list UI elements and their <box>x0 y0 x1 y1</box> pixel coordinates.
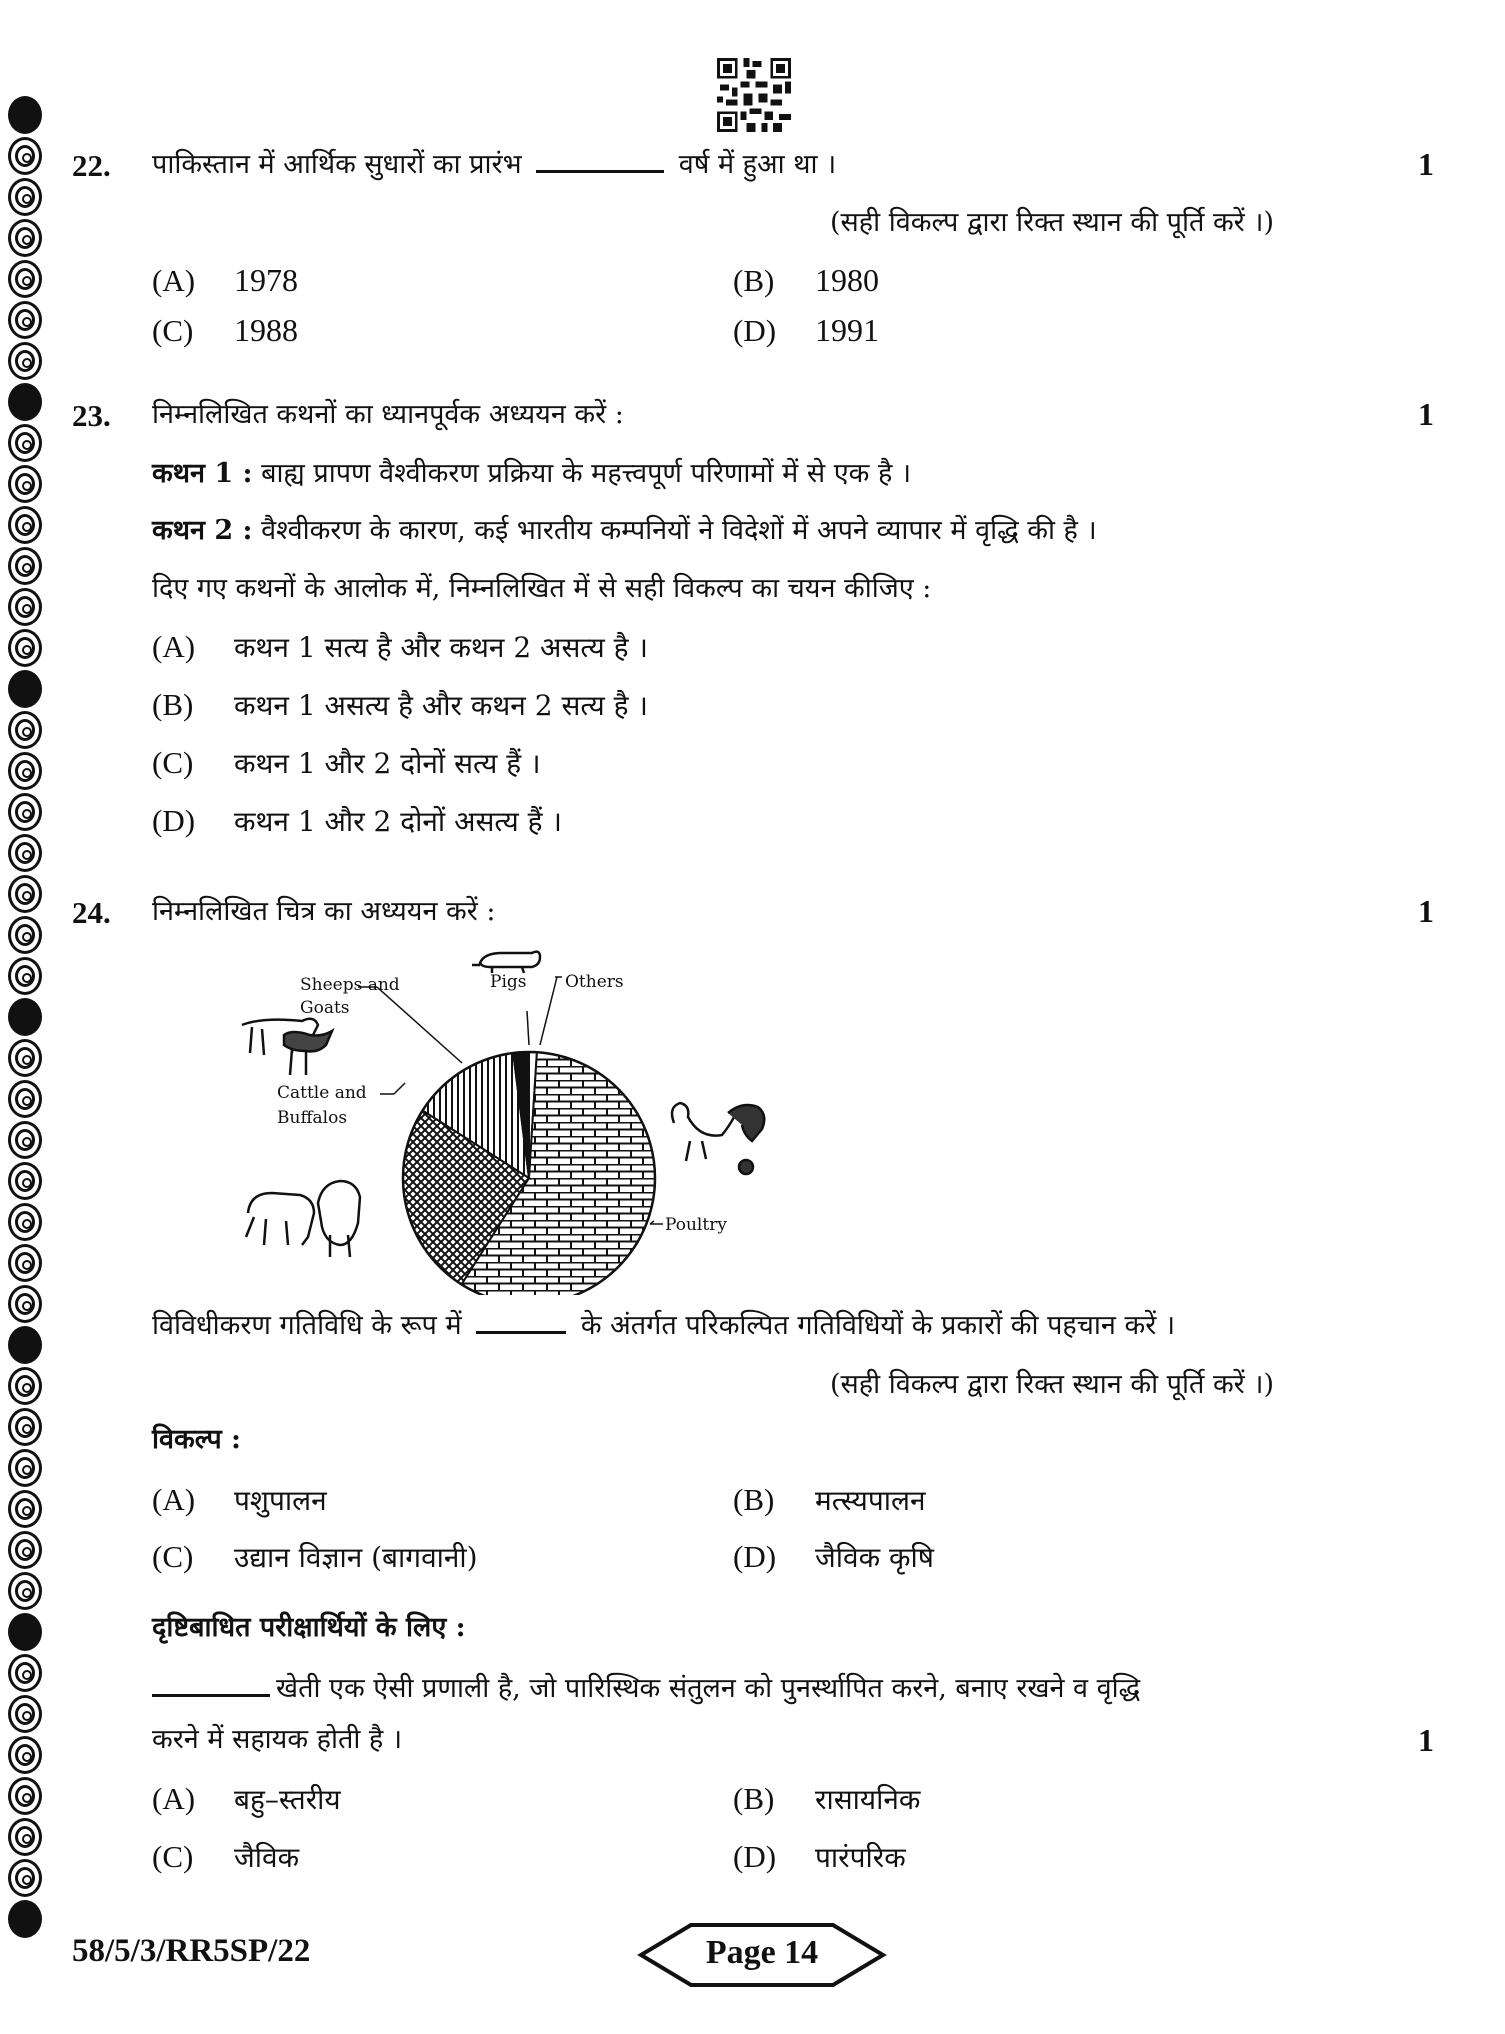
filled-circle-icon <box>8 998 42 1036</box>
ring-circle-icon <box>8 1449 42 1487</box>
ring-circle-icon <box>8 219 42 257</box>
vi-text: खेती एक ऐसी प्रणाली है, जो पारिस्थिक संतुलन को पुनर्स्थापित करने, बनाए रखने व वृद्धि <box>276 1673 1141 1704</box>
options-heading: विकल्प : <box>152 1424 242 1455</box>
instruction-text: दिए गए कथनों के आलोक में, निम्नलिखित में से सही विकल्प का चयन कीजिए : <box>152 573 932 604</box>
page-number: Page 14 <box>705 1934 819 1971</box>
option-value: कथन 1 और 2 दोनों असत्य हैं । <box>234 805 563 838</box>
vi-text-line1 <box>152 1672 1140 1706</box>
vi-option-d <box>733 1838 906 1876</box>
statement-1 <box>152 457 911 491</box>
vi-heading: दृष्टिबाधित परीक्षार्थियों के लिए : <box>152 1612 466 1643</box>
statement-label: कथन 1 : <box>152 458 253 489</box>
ring-circle-icon <box>8 547 42 585</box>
option-b <box>733 1481 926 1519</box>
ring-circle-icon <box>8 1408 42 1446</box>
option-label: (D) <box>152 803 196 838</box>
option-b <box>733 262 879 299</box>
option-a <box>152 1481 327 1519</box>
fill-blank <box>152 1688 270 1697</box>
option-label: (A) <box>152 263 196 298</box>
option-a <box>152 628 648 666</box>
option-label: (A) <box>152 1482 196 1517</box>
option-value: कथन 1 असत्य है और कथन 2 सत्य है । <box>234 689 649 722</box>
ring-circle-icon <box>8 834 42 872</box>
option-label: (C) <box>152 313 194 348</box>
option-label: (B) <box>733 1781 775 1816</box>
option-label: (B) <box>152 687 194 722</box>
label-sheeps: Sheeps and <box>300 975 400 995</box>
ring-circle-icon <box>8 711 42 749</box>
label-others: Others <box>565 972 624 992</box>
ring-circle-icon <box>8 1572 42 1610</box>
ring-circle-icon <box>8 1039 42 1077</box>
sentence-after: के अंतर्गत परिकल्पित गतिविधियों के प्रकारों की पहचान करें । <box>580 1310 1176 1341</box>
pig-icon <box>472 952 540 973</box>
option-a <box>152 262 298 299</box>
vi-option-b <box>733 1780 920 1818</box>
ring-circle-icon <box>8 1121 42 1159</box>
ring-circle-icon <box>8 1080 42 1118</box>
option-value: 1978 <box>234 262 298 298</box>
statement-2 <box>152 514 1097 548</box>
ring-circle-icon <box>8 1203 42 1241</box>
ring-circle-icon <box>8 916 42 954</box>
ring-circle-icon <box>8 424 42 462</box>
option-label: (C) <box>152 745 194 780</box>
ring-circle-icon <box>8 793 42 831</box>
ring-circle-icon <box>8 506 42 544</box>
paper-code: 58/5/3/RR5SP/22 <box>72 1933 311 1969</box>
ring-circle-icon <box>8 1162 42 1200</box>
option-value: कथन 1 और 2 दोनों सत्य हैं । <box>234 747 541 780</box>
ring-circle-icon <box>8 465 42 503</box>
page-number-badge <box>637 1922 887 1988</box>
option-b <box>152 686 648 724</box>
option-label: (C) <box>152 1539 194 1574</box>
option-value: पारंपरिक <box>815 1841 906 1874</box>
option-label: (A) <box>152 1781 196 1816</box>
ring-circle-icon <box>8 1654 42 1692</box>
option-value: 1991 <box>815 312 879 348</box>
cattle-buffalo-icon <box>246 1181 360 1257</box>
hint-text: (सही विकल्प द्वारा रिक्त स्थान की पूर्ति करें ।) <box>830 207 1275 238</box>
option-d <box>152 802 562 840</box>
option-value: 1980 <box>815 262 879 298</box>
label-cattle: Cattle and <box>277 1083 367 1103</box>
ring-circle-icon <box>8 260 42 298</box>
question-number: 24. <box>72 895 111 930</box>
option-value: बहु–स्तरीय <box>234 1783 341 1816</box>
label-pigs: Pigs <box>490 972 527 992</box>
option-value: रासायनिक <box>815 1783 921 1816</box>
option-c <box>152 1538 478 1576</box>
ring-circle-icon <box>8 1490 42 1528</box>
question-number: 23. <box>72 398 111 433</box>
ring-circle-icon <box>8 178 42 216</box>
option-label: (D) <box>733 1539 777 1574</box>
vi-option-c <box>152 1838 299 1876</box>
ring-circle-icon <box>8 1244 42 1282</box>
statement-text: वैश्वीकरण के कारण, कई भारतीय कम्पनियों ने विदेशों में अपने व्यापार में वृद्धि की है । <box>261 515 1097 546</box>
option-value: जैविक <box>234 1841 300 1874</box>
vi-text-line2: करने में सहायक होती है । <box>152 1724 403 1755</box>
option-label: (A) <box>152 629 196 664</box>
question-prompt: निम्नलिखित कथनों का ध्यानपूर्वक अध्ययन करें : <box>152 399 624 430</box>
ring-circle-icon <box>8 1531 42 1569</box>
option-value: पशुपालन <box>234 1484 327 1517</box>
question-text <box>152 148 836 182</box>
fill-blank <box>476 1325 566 1334</box>
label-poultry: Poultry <box>665 1215 727 1235</box>
option-d <box>733 312 879 349</box>
ring-circle-icon <box>8 301 42 339</box>
ring-circle-icon <box>8 875 42 913</box>
ring-circle-icon <box>8 1777 42 1815</box>
ring-circle-icon <box>8 588 42 626</box>
marks: 1 <box>1418 893 1434 929</box>
option-d <box>733 1538 934 1576</box>
option-label: (D) <box>733 1839 777 1874</box>
ring-circle-icon <box>8 137 42 175</box>
ring-circle-icon <box>8 1285 42 1323</box>
marks: 1 <box>1418 146 1434 182</box>
hint-text: (सही विकल्प द्वारा रिक्त स्थान की पूर्ति करें ।) <box>830 1369 1275 1400</box>
livestock-pie-chart <box>222 945 782 1295</box>
poultry-icon <box>672 1103 764 1174</box>
ring-circle-icon <box>8 1367 42 1405</box>
filled-circle-icon <box>8 670 42 708</box>
qr-code-icon <box>717 58 791 132</box>
option-value: उद्यान विज्ञान (बागवानी) <box>234 1541 478 1574</box>
fill-blank <box>536 164 664 173</box>
question-prompt: निम्नलिखित चित्र का अध्ययन करें : <box>152 896 496 927</box>
filled-circle-icon <box>8 1326 42 1364</box>
fill-in-sentence <box>152 1309 1175 1343</box>
sentence-before: विविधीकरण गतिविधि के रूप में <box>152 1310 462 1341</box>
option-value: 1988 <box>234 312 298 348</box>
question-text-after: वर्ष में हुआ था । <box>678 149 837 180</box>
label-goats: Goats <box>300 998 350 1018</box>
filled-circle-icon <box>8 96 42 134</box>
statement-text: बाह्य प्रापण वैश्वीकरण प्रक्रिया के महत्त्वपूर्ण परिणामों में से एक है । <box>261 458 912 489</box>
ring-circle-icon <box>8 1695 42 1733</box>
filled-circle-icon <box>8 1613 42 1651</box>
ring-circle-icon <box>8 1859 42 1897</box>
ring-circle-icon <box>8 1818 42 1856</box>
label-buffalos-text: Buffalos <box>277 1108 348 1128</box>
ring-circle-icon <box>8 957 42 995</box>
option-label: (D) <box>733 313 777 348</box>
marks: 1 <box>1418 396 1434 432</box>
ring-circle-icon <box>8 752 42 790</box>
ring-circle-icon <box>8 342 42 380</box>
option-c <box>152 312 298 349</box>
sheep-goat-icon <box>242 1019 332 1075</box>
option-value: कथन 1 सत्य है और कथन 2 असत्य है । <box>234 631 649 664</box>
marks: 1 <box>1418 1722 1434 1758</box>
filled-circle-icon <box>8 383 42 421</box>
option-c <box>152 744 541 782</box>
left-border-rings <box>8 96 48 1941</box>
question-number: 22. <box>72 148 111 183</box>
vi-option-a <box>152 1780 341 1818</box>
option-label: (C) <box>152 1839 194 1874</box>
ring-circle-icon <box>8 629 42 667</box>
ring-circle-icon <box>8 1736 42 1774</box>
question-text-before: पाकिस्तान में आर्थिक सुधारों का प्रारंभ <box>152 149 522 180</box>
filled-circle-icon <box>8 1900 42 1938</box>
statement-label: कथन 2 : <box>152 515 253 546</box>
option-label: (B) <box>733 263 775 298</box>
option-label: (B) <box>733 1482 775 1517</box>
option-value: मत्स्यपालन <box>815 1484 926 1517</box>
option-value: जैविक कृषि <box>815 1541 934 1574</box>
